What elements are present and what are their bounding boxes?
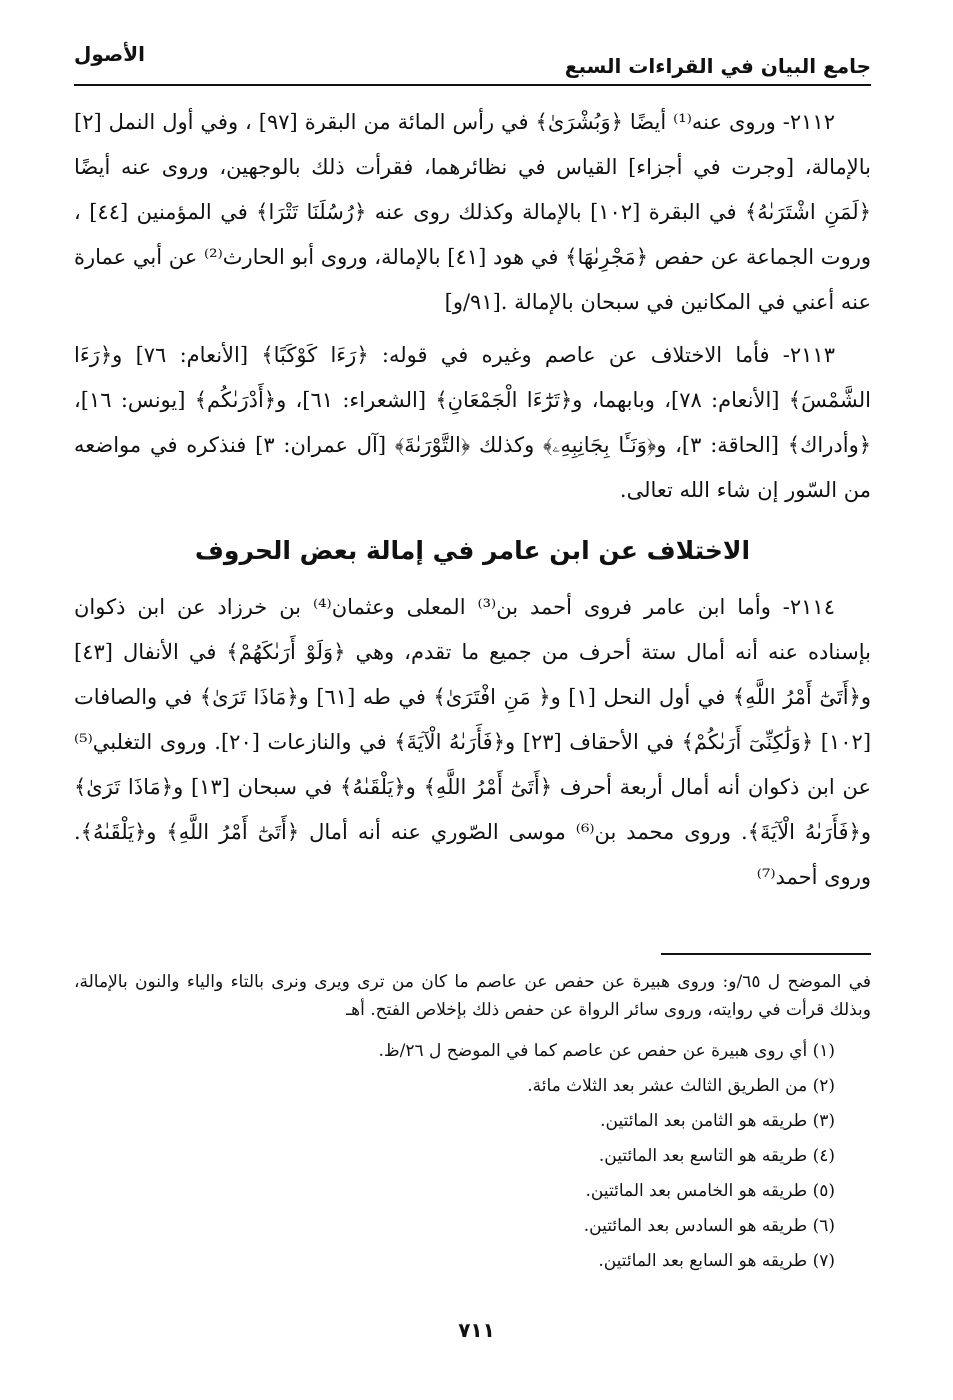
- footnotes: [74, 968, 871, 1279]
- paragraph-2113: ٢١١٣- فأما الاختلاف عن عاصم وغيره في قوله: ﴿رَءَا كَوْكَبًا﴾ [الأنعام: ٧٦] و﴿رَءَا الشَّمْسَ﴾ [الأنعام: ٧٨]، وبابهما، و﴿تَرَٰٓءَا الْجَمْعَانِ﴾ [الشعراء: ٦١]، و﴿أَدْرَىٰكُم﴾ [يونس: ١٦]، ﴿وأدراك﴾ [الحاقة: ٣]، و﴿وَنَـَٔا بِجَانِبِهِۦ﴾ وكذلك ﴿التَّوْرَىٰةَ﴾ [آل عمران: ٣] فنذكره في مواضعه من السّور إن شاء الله تعالى.: [74, 343, 872, 502]
- footnote-6: (٦) طريقه هو السادس بعد المائتين.: [583, 1216, 835, 1236]
- footnote-separator: [661, 953, 871, 955]
- footnote-7: (٧) طريقه هو السابع بعد المائتين.: [598, 1251, 835, 1271]
- footnote-4: (٤) طريقه هو التاسع بعد المائتين.: [598, 1146, 835, 1166]
- section-title: الأصول: [74, 42, 145, 66]
- running-header: [74, 40, 871, 86]
- paragraph-2112: ٢١١٢- وروى عنه⁽¹⁾ أيضًا ﴿وَبُشْرَىٰ﴾ في رأس المائة من البقرة [٩٧] ، وفي أول النمل [٢] بالإمالة، [وجرت في أجزاء] القياس في نظائرهما، فقرأت ذلك بالوجهين، وروى عنه أيضًا ﴿لَمَنِ اشْتَرَىٰهُ﴾ في البقرة [١٠٢] بالإمالة وكذلك روى عنه ﴿رُسُلَنَا تَتْرَا﴾ في المؤمنين [٤٤] ، وروت الجماعة عن حفص ﴿مَجْرِىٰهَا﴾ في هود [٤١] بالإمالة، وروى أبو الحارث⁽²⁾ عن أبي عمارة عنه أعني في المكانين في سبحان بالإمالة .[٩١/و]: [74, 110, 871, 314]
- page-number: ٧١١: [458, 1318, 495, 1342]
- book-title: جامع البيان في القراءات السبع: [564, 54, 871, 78]
- footnote-list: [74, 1034, 871, 1279]
- footnote-carryover: في الموضح ل ٦٥/و: وروى هبيرة عن حفص عن عاصم ما كان من ترى ويرى ونرى بالتاء والياء والنون بالإمالة، وبذلك قرأت في روايته، وروى سائر الرواة عن حفص ذلك بإخلاص الفتح. أهـ: [74, 972, 872, 1020]
- section-heading: الاختلاف عن ابن عامر في إمالة بعض الحروف: [194, 536, 751, 565]
- footnote-1: (١) أي روى هبيرة عن حفص عن عاصم كما في الموضح ل ٢٦/ظ.: [378, 1041, 835, 1061]
- paragraph-2114: ٢١١٤- وأما ابن عامر فروى أحمد بن⁽³⁾ المعلى وعثمان⁽⁴⁾ بن خرزاد عن ابن ذكوان بإسناده عنه أنه أمال ستة أحرف من جميع ما تقدم، وهي ﴿وَلَوْ أَرَىٰكَهُمْ﴾ في الأنفال [٤٣] و﴿أَتَىٰٓ أَمْرُ اللَّهِ﴾ في أول النحل [١] و﴿ مَنِ افْتَرَىٰ﴾ في طه [٦١] و﴿مَاذَا تَرَىٰ﴾ في والصافات [١٠٢] ﴿وَلَٰكِنِّىٓ أَرَىٰكُمْ﴾ في الأحقاف [٢٣] و﴿فَأَرَىٰهُ الْآيَةَ﴾ في والنازعات [٢٠]. وروى التغلبي⁽⁵⁾ عن ابن ذكوان أنه أمال أربعة أحرف ﴿أَتَىٰٓ أَمْرُ اللَّهِ﴾ و﴿يَلْقَىٰهُ﴾ في سبحان [١٣] و﴿مَاذَا تَرَىٰ﴾ و﴿فَأَرَىٰهُ الْآيَةَ﴾. وروى محمد بن⁽⁶⁾ موسى الصّوري عنه أنه أمال ﴿أَتَىٰٓ أَمْرُ اللَّهِ﴾ و﴿يَلْقَىٰهُ﴾. وروى أحمد⁽⁷⁾: [74, 595, 872, 889]
- footnote-2: (٢) من الطريق الثالث عشر بعد الثلاث مائة.: [527, 1076, 835, 1096]
- footnote-5: (٥) طريقه هو الخامس بعد المائتين.: [585, 1181, 835, 1201]
- main-text: [74, 100, 871, 900]
- footnote-3: (٣) طريقه هو الثامن بعد المائتين.: [600, 1111, 835, 1131]
